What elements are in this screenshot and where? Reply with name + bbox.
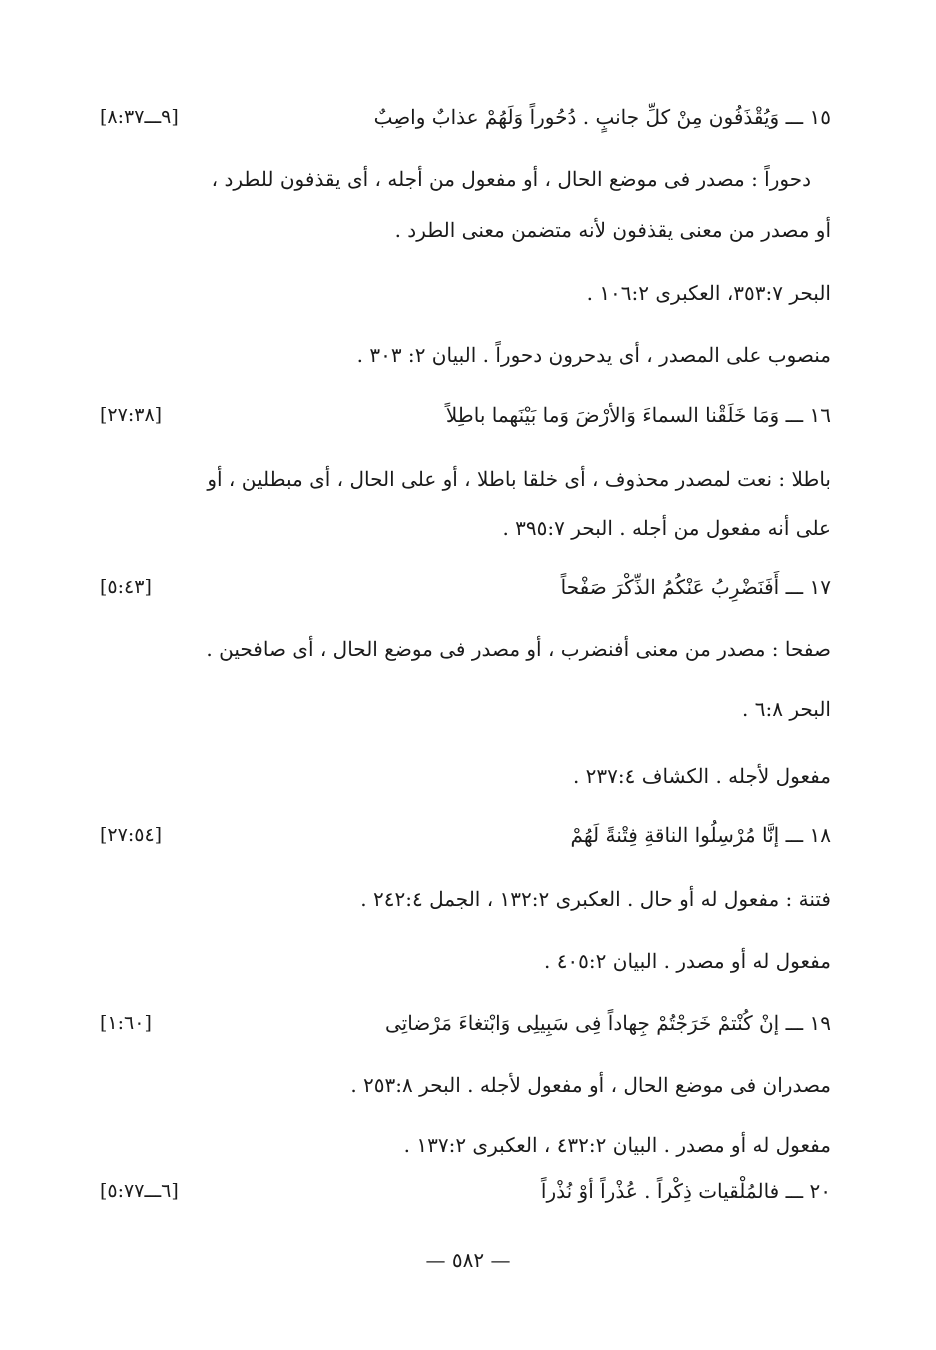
verse-text: ١٥ ـــ وَيُقْذَفُون مِنْ كلِّ جانبٍ . دُحُوراً وَلَهُمْ عذابٌ واصِبٌ xyxy=(373,105,831,129)
verse-reference: [٩ـــ٨:٣٧] xyxy=(100,106,179,128)
note-line: أو مصدر من معنى يقذفون لأنه متضمن معنى الطرد . xyxy=(394,218,831,242)
note-line: فتنة : مفعول له أو حال . العكبرى ١٣٢:٢ ، الجمل ٢٤٢:٤ . xyxy=(360,887,831,911)
verse-text: ٢٠ ـــ فالمُلْقيات ذِكْراً . عُذْراً أوْ نُذْراً xyxy=(540,1179,831,1203)
note-line: مصدران فى موضع الحال ، أو مفعول لأجله . البحر ٢٥٣:٨ . xyxy=(350,1073,831,1097)
verse-text: ١٦ ـــ وَمَا خَلَقْنا السماءَ وَالأرْضَ وَما بَيْنَهما باطِلاً xyxy=(445,403,831,427)
verse-text: ١٨ ـــ إنَّا مُرْسِلُوا الناقةِ فِتْنةً لَهُمْ xyxy=(570,823,831,847)
verse-text: ١٧ ـــ أَفَنَضْرِبُ عَنْكُمُ الذِّكْرَ صَفْحاً xyxy=(560,575,831,599)
verse-line-15 xyxy=(100,102,831,132)
source-line: البحر ٣٥٣:٧، العكبرى ١٠٦:٢ . xyxy=(586,281,831,305)
source-line: البحر ٦:٨ . xyxy=(742,697,831,721)
note-line: مفعول له أو مصدر . البيان ٤٠٥:٢ . xyxy=(543,949,831,973)
note-line: دحوراً : مصدر فى موضع الحال ، أو مفعول من أجله ، أى يقذفون للطرد ، xyxy=(211,167,811,191)
page-number: — ٥٨٢ — xyxy=(425,1248,511,1272)
verse-line-18 xyxy=(100,820,831,850)
note-line: منصوب على المصدر ، أى يدحرون دحوراً . البيان ٢: ٣٠٣ . xyxy=(356,343,831,367)
note-line: صفحا : مصدر من معنى أفنضرب ، أو مصدر فى موضع الحال ، أى صافحين . xyxy=(206,637,831,661)
note-line: باطلا : نعت لمصدر محذوف ، أى خلقا باطلا ، أو على الحال ، أى مبطلين ، أو xyxy=(207,467,831,491)
verse-line-20 xyxy=(100,1176,831,1206)
verse-reference: [٢٧:٥٤] xyxy=(100,824,163,846)
verse-text: ١٩ ـــ إنْ كُنْتمْ خَرَجْتُمْ جِهاداً فِى سَبِيلِى وَابْتغاءَ مَرْضاتِى xyxy=(384,1011,831,1035)
note-line: مفعول له أو مصدر . البيان ٤٣٢:٢ ، العكبرى ١٣٧:٢ . xyxy=(403,1133,831,1157)
note-line: مفعول لأجله . الكشاف ٢٣٧:٤ . xyxy=(572,764,831,788)
verse-reference: [٥:٤٣] xyxy=(100,576,152,598)
note-line: على أنه مفعول من أجله . البحر ٣٩٥:٧ . xyxy=(502,516,831,540)
verse-line-16 xyxy=(100,400,831,430)
verse-reference: [١:٦٠] xyxy=(100,1012,152,1034)
verse-line-19 xyxy=(100,1008,831,1038)
verse-line-17 xyxy=(100,572,831,602)
verse-reference: [٦ـــ٥:٧٧] xyxy=(100,1180,179,1202)
verse-reference: [٢٧:٣٨] xyxy=(100,404,163,426)
